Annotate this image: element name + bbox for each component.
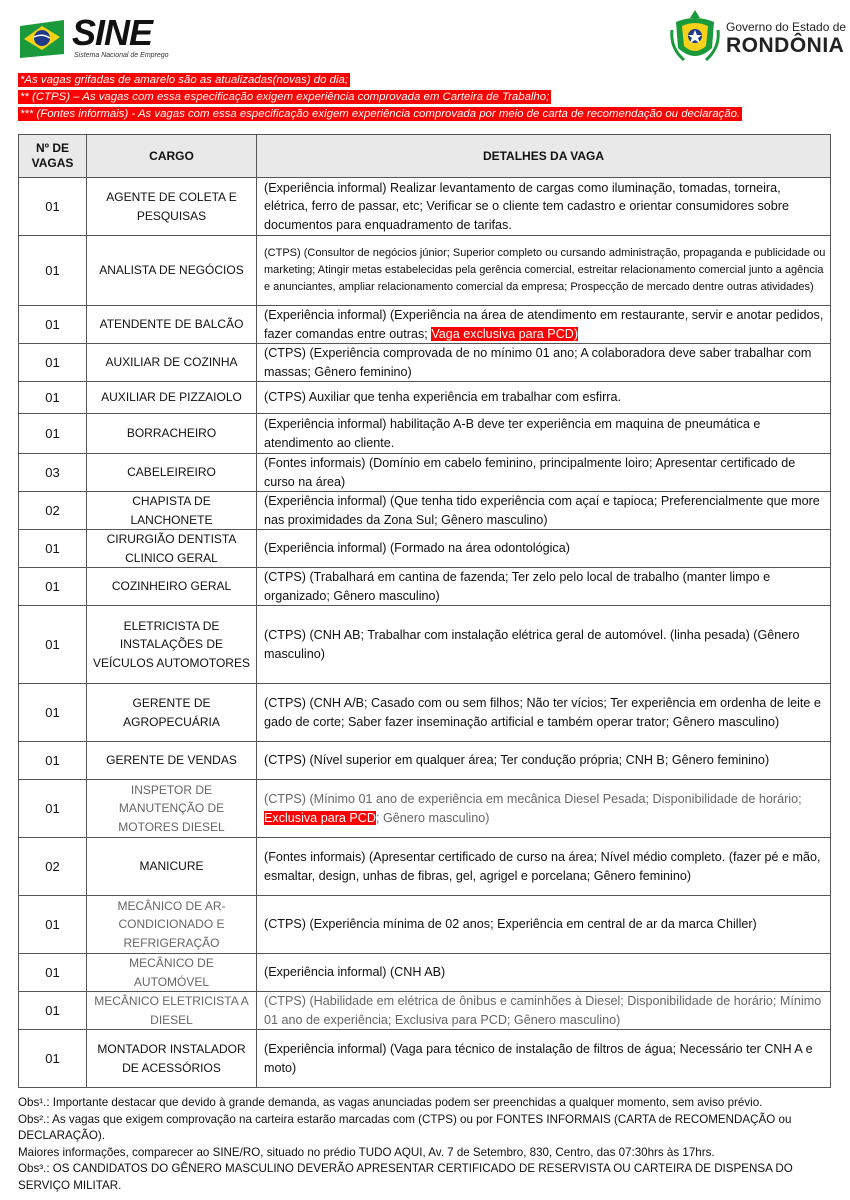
notice-highlight: *As vagas grifadas de amarelo são as atualizadas(novas) do dia;: [20, 74, 348, 86]
header-cargo: CARGO: [87, 135, 257, 178]
sine-logo: [18, 14, 178, 64]
vaga-details: (CTPS) Auxiliar que tenha experiência em trabalhar com esfirra.: [257, 382, 831, 414]
vaga-count: 01: [19, 530, 87, 568]
vaga-details: (CTPS) (Habilidade em elétrica de ônibus e caminhões à Diesel; Disponibilidade de horário; Mínimo 01 ano de experiência; Exclusiva para PCD; Gênero masculino): [257, 992, 831, 1030]
vaga-cargo: AUXILIAR DE PIZZAIOLO: [87, 382, 257, 414]
vaga-details-text: (CTPS) (Mínimo 01 ano de experiência em mecânica Diesel Pesada; Disponibilidade de horário;: [264, 792, 802, 806]
table-row: [19, 382, 831, 414]
notice-informal: *** (Fontes informais) - As vagas com essa especificação exigem experiência comprovada por meio de carta de recomendação ou declaração.: [20, 108, 741, 120]
vaga-cargo: CABELEIREIRO: [87, 454, 257, 492]
vaga-cargo: ELETRICISTA DE INSTALAÇÕES DE VEÍCULOS AUTOMOTORES: [87, 606, 257, 684]
vaga-cargo: INSPETOR DE MANUTENÇÃO DE MOTORES DIESEL: [87, 780, 257, 838]
footer-note-2: Obs².: As vagas que exigem comprovação na carteira estarão marcadas com (CTPS) ou por FONTES INFORMAIS (CARTA de RECOMENDAÇÃO ou DECLARAÇÃO).: [18, 1112, 792, 1142]
vaga-details: (Experiência informal) (Que tenha tido experiência com açaí e tapioca; Preferencialmente que more nas proximidades da Zona Sul; Gênero masculino): [257, 492, 831, 530]
vaga-count: 01: [19, 178, 87, 236]
notice-ctps: ** (CTPS) – As vagas com essa especificação exigem experiência comprovada em Carteira de Trabalho;: [20, 91, 550, 103]
rondonia-crest-icon: [670, 8, 720, 66]
pcd-highlight: Exclusiva para PCD: [264, 810, 376, 825]
vaga-cargo: ATENDENTE DE BALCÃO: [87, 306, 257, 344]
vaga-details: (CTPS) (CNH A/B; Casado com ou sem filhos; Não ter vícios; Ter experiência em ordenha de leite e gado de corte; Saber fazer inseminação artificial e também operar trator; Gênero masculino): [257, 684, 831, 742]
vaga-details: (CTPS) (CNH AB; Trabalhar com instalação elétrica geral de automóvel. (linha pesada) (Gênero masculino): [257, 606, 831, 684]
vaga-count: 01: [19, 382, 87, 414]
vaga-count: 01: [19, 414, 87, 454]
vaga-count: 01: [19, 236, 87, 306]
header-detalhes: DETALHES DA VAGA: [257, 135, 831, 178]
vaga-details: [257, 780, 831, 838]
table-row: [19, 454, 831, 492]
table-row: [19, 1030, 831, 1088]
vaga-cargo: MECÂNICO ELETRICISTA A DIESEL: [87, 992, 257, 1030]
table-row: [19, 684, 831, 742]
vaga-details: (Experiência informal) habilitação A-B deve ter experiência em maquina de pneumática e atendimento ao cliente.: [257, 414, 831, 454]
vaga-details-tail: ; Gênero masculino): [376, 810, 490, 825]
vaga-count: 01: [19, 606, 87, 684]
table-row: [19, 492, 831, 530]
vaga-cargo: MECÂNICO DE AUTOMÓVEL: [87, 954, 257, 992]
vaga-count: 01: [19, 992, 87, 1030]
table-row: [19, 780, 831, 838]
table-row: [19, 414, 831, 454]
vaga-count: 01: [19, 684, 87, 742]
table-row: [19, 530, 831, 568]
table-row: [19, 178, 831, 236]
vaga-count: 01: [19, 780, 87, 838]
table-row: [19, 992, 831, 1030]
gov-line1: Governo do Estado de: [726, 20, 847, 34]
sine-subtitle: Sistema Nacional de Emprego: [74, 52, 169, 59]
table-row: [19, 236, 831, 306]
vaga-cargo: GERENTE DE VENDAS: [87, 742, 257, 780]
vaga-cargo: MANICURE: [87, 838, 257, 896]
footer-note-1: Obs¹.: Importante destacar que devido à grande demanda, as vagas anunciadas podem ser preenchidas a qualquer momento, sem aviso prévio.: [18, 1096, 763, 1109]
vaga-details: (CTPS) (Experiência comprovada de no mínimo 01 ano; A colaboradora deve saber trabalhar com massas; Gênero feminino): [257, 344, 831, 382]
vaga-cargo: GERENTE DE AGROPECUÁRIA: [87, 684, 257, 742]
vaga-cargo: CHAPISTA DE LANCHONETE: [87, 492, 257, 530]
footer-note-3: Maiores informações, comparecer ao SINE/RO, situado no prédio TUDO AQUI, Av. 7 de Setembro, 830, Centro, das 07:30hrs às 17hrs.: [18, 1145, 715, 1159]
vaga-details-text: (Experiência informal) (Experiência na área de atendimento em restaurante, servir e anotar pedidos, fazer comandas entre outras;: [264, 308, 824, 341]
vaga-cargo: ANALISTA DE NEGÓCIOS: [87, 236, 257, 306]
vaga-details: (CTPS) (Trabalhará em cantina de fazenda; Ter zelo pelo local de trabalho (manter limpo e organizado; Gênero masculino): [257, 568, 831, 606]
vaga-count: 02: [19, 492, 87, 530]
vaga-count: 03: [19, 454, 87, 492]
pcd-highlight: Vaga exclusiva para PCD): [431, 326, 579, 341]
vaga-details: (CTPS) (Experiência mínima de 02 anos; Experiência em central de ar da marca Chiller): [257, 896, 831, 954]
vaga-cargo: AGENTE DE COLETA E PESQUISAS: [87, 178, 257, 236]
gov-line2: RONDÔNIA: [726, 34, 845, 57]
notice-block: [18, 70, 838, 121]
vaga-cargo: MONTADOR INSTALADOR DE ACESSÓRIOS: [87, 1030, 257, 1088]
page-header: [0, 0, 850, 68]
table-row: [19, 838, 831, 896]
vaga-cargo: COZINHEIRO GERAL: [87, 568, 257, 606]
header-num: Nº DE VAGAS: [19, 135, 87, 178]
vaga-count: 02: [19, 838, 87, 896]
vaga-details: (CTPS) (Nível superior em qualquer área; Ter condução própria; CNH B; Gênero feminino): [257, 742, 831, 780]
vaga-details: [257, 306, 831, 344]
vaga-count: 01: [19, 306, 87, 344]
table-row: [19, 954, 831, 992]
vaga-details: (Fontes informais) (Apresentar certificado de curso na área; Nível médio completo. (fazer pé e mão, esmaltar, design, unhas de fibras, gel, agrigel e porcelana; Gênero feminino): [257, 838, 831, 896]
government-logo: [670, 8, 847, 68]
table-row: [19, 896, 831, 954]
vaga-count: 01: [19, 954, 87, 992]
vaga-cargo: AUXILIAR DE COZINHA: [87, 344, 257, 382]
table-row: [19, 606, 831, 684]
vaga-details: (CTPS) (Consultor de negócios júnior; Superior completo ou cursando administração, propaganda e publicidade ou marketing; Atingir metas estabelecidas pela gerência comercial, estreitar relacionamento comercial junto a agência e anunciantes, ampliar relacionamento comercial da empresa; Prospecção de mercado dentre outras atividades): [257, 236, 831, 306]
vaga-details: (Fontes informais) (Domínio em cabelo feminino, principalmente loiro; Apresentar certificado de curso na área): [257, 454, 831, 492]
vaga-details: (Experiência informal) (CNH AB): [257, 954, 831, 992]
sine-title: SINE: [72, 12, 153, 53]
table-row: [19, 568, 831, 606]
footer-notes: [18, 1095, 836, 1194]
vaga-count: 01: [19, 1030, 87, 1088]
vaga-details: (Experiência informal) (Formado na área odontológica): [257, 530, 831, 568]
vaga-count: 01: [19, 896, 87, 954]
table-header-row: [19, 135, 831, 178]
vaga-details: (Experiência informal) Realizar levantamento de cargas como iluminação, tomadas, torneira, elétrica, ferro de passar, etc; Verificar se o cliente tem cadastro e orientar consumidores sobre documentos para enquadramento de tarifas.: [257, 178, 831, 236]
vaga-cargo: CIRURGIÃO DENTISTA CLINICO GERAL: [87, 530, 257, 568]
footer-note-4: Obs³.: OS CANDIDATOS DO GÊNERO MASCULINO DEVERÃO APRESENTAR CERTIFICADO DE RESERVISTA OU CARTEIRA DE DISPENSA DO SERVIÇO MILITAR.: [18, 1162, 793, 1192]
vaga-count: 01: [19, 344, 87, 382]
vaga-details: (Experiência informal) (Vaga para técnico de instalação de filtros de água; Necessário ter CNH A e moto): [257, 1030, 831, 1088]
vaga-count: 01: [19, 742, 87, 780]
table-row: [19, 344, 831, 382]
vaga-cargo: BORRACHEIRO: [87, 414, 257, 454]
vaga-cargo: MECÂNICO DE AR-CONDICIONADO E REFRIGERAÇÃO: [87, 896, 257, 954]
brazil-flag-icon: [18, 18, 66, 60]
table-row: [19, 306, 831, 344]
vaga-count: 01: [19, 568, 87, 606]
vacancies-table: [18, 134, 831, 1088]
table-row: [19, 742, 831, 780]
